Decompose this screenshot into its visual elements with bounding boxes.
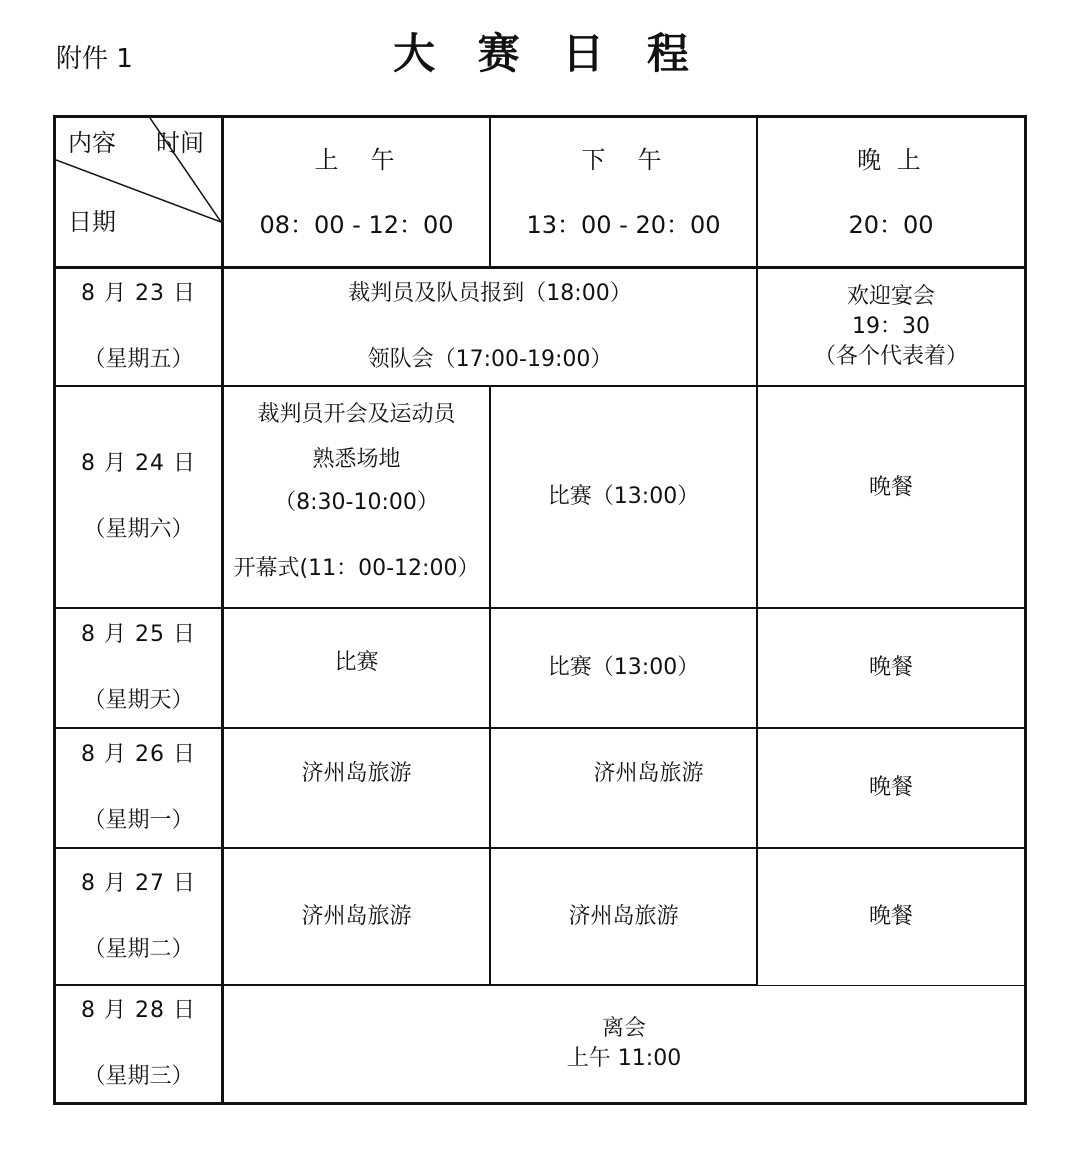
schedule-item: （8:30-10:00） [274, 490, 439, 515]
date-cell [56, 269, 224, 387]
schedule-item: 裁判员及队员报到（18:00） [348, 281, 632, 306]
weekday-text: （星期一） [83, 808, 194, 833]
date-text: 8 月 26 日 [81, 742, 196, 767]
date-cell [56, 729, 224, 849]
attachment-label: 附件 1 [56, 44, 133, 74]
afternoon-cell [491, 387, 758, 609]
schedule-item: 开幕式(11：00-12:00） [233, 556, 480, 581]
date-text: 8 月 27 日 [81, 870, 196, 896]
evening-cell [758, 387, 1024, 609]
evening-cell [758, 849, 1024, 986]
corner-time-label: 时间 [156, 129, 204, 157]
evening-cell [758, 269, 1024, 387]
schedule-item: 济州岛旅游 [593, 761, 704, 786]
schedule-item: 济州岛旅游 [568, 903, 679, 929]
weekday-text: （星期五） [83, 347, 194, 372]
schedule-item: 晚餐 [868, 775, 913, 800]
date-text: 8 月 23 日 [81, 281, 196, 306]
morning-cell [224, 387, 491, 609]
evening-header-cell [758, 118, 1024, 269]
afternoon-cell [491, 609, 758, 729]
corner-header-cell [56, 118, 224, 269]
page-title: 大 赛 日 程 [393, 29, 703, 78]
afternoon-label: 下 午 [581, 145, 666, 174]
date-cell [56, 986, 224, 1102]
weekday-text: （星期天） [83, 688, 194, 713]
schedule-item: 欢迎宴会 [846, 284, 935, 309]
afternoon-time: 13：00 - 20：00 [526, 210, 721, 239]
afternoon-cell [491, 729, 758, 849]
schedule-item: 领队会（17:00-19:00） [367, 347, 613, 372]
date-cell [56, 609, 224, 729]
morning-header-cell [224, 118, 491, 269]
schedule-item: 裁判员开会及运动员 [257, 402, 456, 427]
weekday-text: （星期六） [83, 517, 194, 542]
schedule-item: 离会 [601, 1016, 646, 1041]
afternoon-cell [491, 849, 758, 986]
date-text: 8 月 28 日 [81, 998, 196, 1023]
morning-cell [224, 609, 491, 729]
daytime-cell [224, 269, 758, 387]
evening-label: 晚 上 [857, 145, 925, 174]
morning-time: 08：00 - 12：00 [259, 210, 454, 239]
weekday-text: （星期二） [83, 936, 194, 962]
schedule-item: 晚餐 [868, 475, 913, 500]
morning-label: 上 午 [314, 145, 399, 174]
schedule-item: 熟悉场地 [312, 447, 401, 472]
schedule-item: 济州岛旅游 [301, 761, 412, 786]
date-text: 8 月 24 日 [81, 451, 196, 476]
morning-cell [224, 849, 491, 986]
all-day-cell [224, 986, 1024, 1102]
schedule-item: 比赛（13:00） [547, 655, 700, 680]
schedule-item: 济州岛旅游 [301, 903, 412, 929]
schedule-item: 晚餐 [868, 904, 913, 929]
evening-cell [758, 729, 1024, 849]
date-text: 8 月 25 日 [81, 622, 196, 647]
date-cell [56, 387, 224, 609]
evening-time: 20：00 [848, 210, 934, 239]
schedule-item: 晚餐 [868, 655, 913, 680]
schedule-table [53, 115, 1027, 1105]
schedule-item: （各个代表着） [813, 344, 968, 369]
corner-date-label: 日期 [68, 208, 116, 236]
corner-content-label: 内容 [68, 129, 116, 157]
schedule-item: 19：30 [852, 314, 930, 339]
morning-cell [224, 729, 491, 849]
schedule-item: 比赛 [334, 650, 379, 675]
evening-cell [758, 609, 1024, 729]
date-cell [56, 849, 224, 986]
weekday-text: （星期三） [83, 1064, 194, 1089]
schedule-item: 上午 11:00 [566, 1046, 682, 1071]
schedule-item: 比赛（13:00） [547, 484, 700, 509]
afternoon-header-cell [491, 118, 758, 269]
